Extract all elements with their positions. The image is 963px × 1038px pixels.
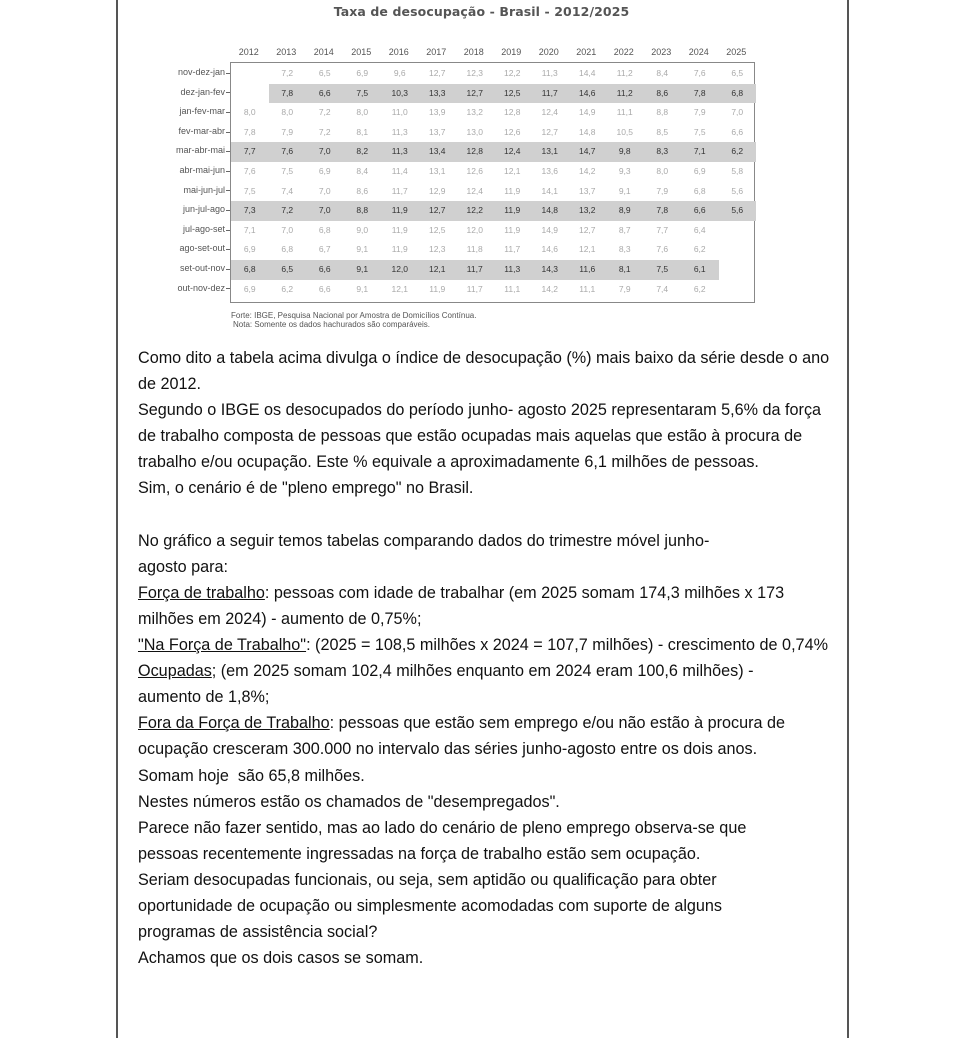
table-cell: 6,2	[281, 283, 294, 294]
table-cell: 6,6	[318, 87, 331, 98]
table-cell: 13,1	[428, 166, 446, 176]
table-cell: 9,6	[393, 68, 406, 78]
table-cell: 6,6	[731, 126, 744, 137]
table-cell: 8,4	[656, 68, 669, 78]
table-cell: 8,0	[243, 107, 256, 118]
table-cell	[231, 64, 269, 84]
table-cell: 7,2	[318, 126, 331, 137]
table-cell: 6,8	[318, 224, 331, 235]
table-cell: 14,2	[578, 166, 596, 176]
table-cell: 6,9	[243, 244, 256, 255]
unemployment-rate-table	[230, 62, 755, 303]
table-cell: 10,3	[391, 87, 409, 98]
table-cell: 8,6	[656, 87, 669, 98]
table-cell: 13,2	[466, 107, 484, 118]
table-cell: 11,7	[504, 244, 521, 255]
table-cell: 11,3	[541, 68, 558, 78]
table-cell: 14,2	[541, 283, 559, 294]
table-cell: 14,3	[541, 264, 559, 274]
table-cell: 11,1	[579, 283, 596, 294]
table-cell: 8,1	[618, 264, 631, 274]
table-cell: 12,6	[466, 166, 484, 176]
table-cell: 7,5	[693, 126, 706, 137]
row-label: jun-jul-ago	[182, 204, 225, 215]
table-cell: 12,1	[428, 264, 446, 274]
table-cell: 14,8	[578, 126, 596, 137]
table-cell: 7,5	[656, 264, 669, 274]
year-header: 2022	[613, 47, 634, 57]
table-cell: 6,6	[693, 205, 706, 216]
item-ocupadas: Ocupadas; (em 2025 somam 102,4 milhões enquanto em 2024 eram 100,6 milhões) - aumento de 1,8%;	[138, 662, 754, 707]
table-cell	[231, 84, 269, 104]
table-row	[231, 123, 754, 143]
table-row	[231, 142, 756, 162]
table-cell: 7,2	[281, 205, 294, 216]
table-row	[269, 84, 757, 104]
year-header: 2024	[688, 47, 709, 57]
table-cell: 11,9	[504, 185, 521, 196]
row-label: dez-jan-fev	[180, 86, 225, 97]
table-cell: 10,5	[616, 126, 634, 137]
table-cell: 12,2	[466, 205, 484, 216]
table-cell: 8,2	[356, 146, 369, 157]
paragraph-comparison-intro: No gráfico a seguir temos tabelas comparando dados do trimestre móvel junho-agosto para:	[138, 531, 710, 576]
table-cell: 6,1	[693, 264, 706, 274]
table-row	[231, 240, 754, 260]
table-cell: 11,9	[429, 283, 446, 294]
table-cell: 7,0	[731, 107, 744, 118]
table-cell: 12,5	[503, 87, 521, 98]
table-cell	[719, 221, 757, 241]
table-cell: 14,8	[541, 205, 559, 216]
table-cell: 12,5	[428, 224, 446, 235]
table-cell: 12,1	[391, 283, 409, 294]
table-cell: 6,2	[693, 244, 706, 255]
year-header: 2015	[351, 47, 372, 57]
row-label: fev-mar-abr	[178, 125, 225, 136]
table-cell: 7,9	[693, 107, 706, 118]
table-cell: 7,6	[281, 146, 294, 157]
table-cell: 13,6	[541, 166, 559, 176]
paragraph-seriam: Seriam desocupadas funcionais, ou seja, sem aptidão ou qualificação para obter oportunidade de ocupação ou simplesmente acomodadas com suporte de alguns programas de assistência social?	[138, 870, 723, 942]
table-cell: 14,6	[578, 87, 596, 98]
table-cell: 7,3	[243, 205, 256, 216]
paragraph-desempregados: Nestes números estão os chamados de "desempregados".	[138, 792, 560, 811]
item-fora-forca-trabalho: Fora da Força de Trabalho: pessoas que estão sem emprego e/ou não estão à procura de ocupação cresceram 300.000 no intervalo das séries junho-agosto entre os dois anos.	[138, 714, 786, 759]
term-fora-forca-trabalho: Fora da Força de Trabalho	[138, 714, 330, 733]
table-cell	[719, 260, 757, 280]
row-label: jul-ago-set	[182, 223, 225, 234]
source-line: Forte: IBGE, Pesquisa Nacional por Amostra de Domicílios Contínua.	[231, 311, 477, 320]
table-source	[231, 311, 476, 329]
paragraph-pleno-emprego: Sim, o cenário é de "pleno emprego" no Brasil.	[138, 479, 474, 498]
table-cell: 11,3	[504, 264, 521, 274]
table-cell: 6,6	[318, 283, 331, 294]
table-cell: 9,3	[618, 166, 631, 176]
table-cell: 7,5	[243, 185, 256, 196]
table-cell: 7,9	[618, 283, 631, 294]
table-cell: 6,2	[693, 283, 706, 294]
table-row	[231, 280, 754, 300]
table-cell: 14,9	[578, 107, 596, 118]
table-cell: 7,2	[318, 107, 331, 118]
table-cell: 7,8	[243, 126, 256, 137]
table-cell: 6,8	[731, 87, 744, 98]
table-cell: 11,9	[504, 205, 521, 216]
table-cell: 6,6	[318, 264, 331, 274]
table-row	[231, 182, 754, 202]
table-cell: 7,7	[656, 224, 669, 235]
table-cell: 7,4	[281, 185, 294, 196]
table-cell: 12,8	[503, 107, 521, 118]
table-cell: 7,9	[656, 185, 669, 196]
table-cell: 11,7	[391, 185, 408, 196]
table-cell: 8,8	[656, 107, 669, 118]
table-cell: 11,2	[616, 87, 633, 98]
table-cell: 12,8	[466, 146, 484, 157]
table-cell: 12,7	[428, 205, 446, 216]
table-cell: 12,6	[503, 126, 521, 137]
table-cell: 7,0	[318, 205, 331, 216]
table-cell: 12,0	[466, 224, 484, 235]
row-label: jan-fev-mar	[179, 106, 225, 117]
table-cell: 13,7	[428, 126, 446, 137]
term-na-forca-trabalho: "Na Força de Trabalho"	[138, 636, 307, 655]
table-cell: 8,0	[656, 166, 669, 176]
year-header: 2021	[576, 47, 597, 57]
table-cell: 7,5	[356, 87, 369, 98]
table-cell: 6,5	[281, 264, 294, 274]
table-cell: 11,0	[391, 107, 408, 118]
table-cell: 12,2	[503, 68, 521, 78]
year-header: 2013	[276, 47, 297, 57]
table-cell: 7,4	[656, 283, 669, 294]
table-cell	[719, 280, 757, 300]
table-cell: 11,2	[616, 68, 633, 78]
table-cell: 11,7	[541, 87, 558, 98]
paragraph-parece: Parece não fazer sentido, mas ao lado do cenário de pleno emprego observa-se que pessoas recentemente ingressadas na força de trabalho estão sem ocupação.	[138, 818, 747, 863]
table-cell: 13,9	[428, 107, 446, 118]
year-header-row	[230, 47, 755, 59]
row-label: abr-mai-jun	[179, 165, 225, 175]
table-cell: 13,3	[428, 87, 446, 98]
year-header: 2019	[501, 47, 522, 57]
table-cell: 7,8	[693, 87, 706, 98]
table-cell: 11,3	[391, 126, 408, 137]
table-cell: 7,6	[243, 166, 256, 176]
table-cell: 7,2	[281, 68, 294, 78]
table-cell: 7,9	[281, 126, 294, 137]
table-cell: 12,0	[391, 264, 409, 274]
table-cell: 6,5	[318, 68, 331, 78]
row-label: mai-jun-jul	[183, 184, 225, 195]
year-header: 2025	[726, 47, 747, 57]
row-label: set-out-nov	[179, 263, 225, 273]
term-forca-trabalho: Força de trabalho	[138, 583, 265, 602]
row-label: nov-dez-jan	[177, 67, 225, 77]
table-cell: 6,2	[731, 146, 744, 157]
table-cell: 8,5	[656, 126, 669, 137]
table-cell: 6,8	[243, 264, 256, 274]
table-cell: 8,4	[356, 166, 369, 176]
term-ocupadas: Ocupadas	[138, 662, 212, 681]
table-cell: 5,6	[731, 185, 744, 196]
table-cell: 6,5	[731, 68, 744, 78]
table-cell: 12,7	[578, 224, 596, 235]
table-cell: 12,9	[428, 185, 446, 196]
table-row	[231, 260, 719, 280]
table-cell: 11,8	[466, 244, 483, 255]
table-cell: 7,0	[281, 224, 294, 235]
table-cell: 11,3	[391, 146, 408, 157]
table-row	[231, 162, 754, 182]
table-cell: 11,6	[579, 264, 596, 274]
table-cell: 7,0	[318, 146, 331, 157]
table-cell: 11,9	[391, 244, 408, 255]
table-cell: 8,3	[656, 146, 669, 157]
article-body	[138, 345, 838, 971]
table-cell: 8,7	[618, 224, 631, 235]
table-cell: 7,6	[656, 244, 669, 255]
year-header: 2020	[538, 47, 559, 57]
row-label: out-nov-dez	[177, 282, 225, 293]
table-cell: 6,9	[356, 68, 369, 78]
table-cell: 14,6	[541, 244, 559, 255]
table-cell: 5,8	[731, 166, 744, 176]
table-title: Taxa de desocupação - Brasil - 2012/2025	[333, 4, 630, 19]
table-cell: 11,9	[391, 224, 408, 235]
table-cell: 7,1	[693, 146, 706, 157]
table-cell: 6,8	[693, 185, 706, 196]
paragraph-intro: Como dito a tabela acima divulga o índice de desocupação (%) mais baixo da série desde o ano de 2012.	[138, 349, 830, 394]
table-cell: 7,5	[281, 166, 294, 176]
table-cell: 13,1	[541, 146, 559, 157]
table-row	[231, 103, 754, 123]
table-cell: 13,7	[578, 185, 596, 196]
year-header: 2014	[313, 47, 334, 57]
table-cell: 13,4	[428, 146, 446, 157]
year-header: 2012	[238, 47, 259, 57]
table-cell: 12,7	[428, 68, 446, 78]
table-cell: 11,9	[504, 224, 521, 235]
table-cell	[719, 240, 757, 260]
table-cell: 8,0	[356, 107, 369, 118]
table-cell: 6,9	[318, 166, 331, 176]
table-cell: 11,7	[466, 283, 483, 294]
table-cell: 12,4	[503, 146, 521, 157]
table-cell: 6,9	[693, 166, 706, 176]
table-cell: 6,9	[243, 283, 256, 294]
table-cell: 12,4	[541, 107, 559, 118]
table-cell: 7,0	[318, 185, 331, 196]
table-cell: 7,7	[243, 146, 256, 157]
year-header: 2017	[426, 47, 447, 57]
table-cell: 14,9	[541, 224, 559, 235]
year-header: 2018	[463, 47, 484, 57]
table-cell: 8,8	[356, 205, 369, 216]
table-cell: 14,7	[578, 146, 596, 157]
table-cell: 6,7	[318, 244, 331, 255]
table-cell: 12,4	[466, 185, 484, 196]
table-cell: 11,4	[391, 166, 408, 176]
table-cell: 8,1	[356, 126, 369, 137]
table-cell: 9,1	[356, 283, 369, 294]
year-header: 2016	[388, 47, 409, 57]
paragraph-somam-hoje: Somam hoje são 65,8 milhões.	[138, 766, 365, 785]
table-cell: 7,1	[243, 224, 256, 235]
table-row	[231, 64, 754, 84]
table-cell: 12,1	[503, 166, 521, 176]
row-label: mar-abr-mai	[175, 145, 225, 156]
table-cell: 11,7	[466, 264, 483, 274]
table-row	[231, 221, 754, 241]
item-forca-trabalho: Força de trabalho: pessoas com idade de trabalhar (em 2025 somam 174,3 milhões x 173 milhões em 2024) - aumento de 0,75%;	[138, 583, 785, 628]
table-cell: 12,3	[428, 244, 446, 255]
year-header: 2023	[651, 47, 672, 57]
paragraph-conclusao: Achamos que os dois casos se somam.	[138, 949, 424, 968]
table-cell: 11,1	[616, 107, 633, 118]
table-cell: 8,3	[618, 244, 631, 255]
table-cell: 11,1	[504, 283, 521, 294]
table-row	[231, 201, 756, 221]
note-line: Nota: Somente os dados hachurados são comparáveis.	[233, 320, 431, 329]
table-cell: 8,0	[281, 107, 294, 118]
table-cell: 6,8	[281, 244, 294, 255]
table-cell: 13,0	[466, 126, 484, 137]
item-na-forca-trabalho: "Na Força de Trabalho": (2025 = 108,5 milhões x 2024 = 107,7 milhões) - crescimento de 0,74%	[138, 636, 828, 655]
table-cell: 8,6	[356, 185, 369, 196]
table-cell: 12,1	[578, 244, 596, 255]
table-cell: 9,0	[356, 224, 369, 235]
table-cell: 7,6	[693, 68, 706, 78]
table-cell: 9,1	[356, 264, 369, 274]
table-cell: 14,1	[541, 185, 559, 196]
table-cell: 7,8	[281, 87, 294, 98]
table-cell: 9,1	[618, 185, 631, 196]
table-cell: 11,9	[391, 205, 408, 216]
table-cell: 5,6	[731, 205, 744, 216]
table-cell: 13,2	[578, 205, 596, 216]
table-cell: 9,1	[356, 244, 369, 255]
table-cell: 7,8	[656, 205, 669, 216]
row-label: ago-set-out	[179, 243, 225, 254]
table-cell: 6,4	[693, 224, 706, 235]
table-cell: 9,8	[618, 146, 631, 157]
table-cell: 14,4	[578, 68, 596, 78]
paragraph-ibge: Segundo o IBGE os desocupados do período junho- agosto 2025 representaram 5,6% da força de trabalho composta de pessoas que estão ocupadas mais aquelas que estão à procura de trabalho e/ou ocupação. Este % equivale a aproximadamente 6,1 milhões de pessoas.	[138, 401, 822, 472]
table-cell: 12,7	[466, 87, 484, 98]
table-cell: 8,9	[618, 205, 631, 216]
table-cell: 12,7	[541, 126, 559, 137]
table-cell: 12,3	[466, 68, 484, 78]
